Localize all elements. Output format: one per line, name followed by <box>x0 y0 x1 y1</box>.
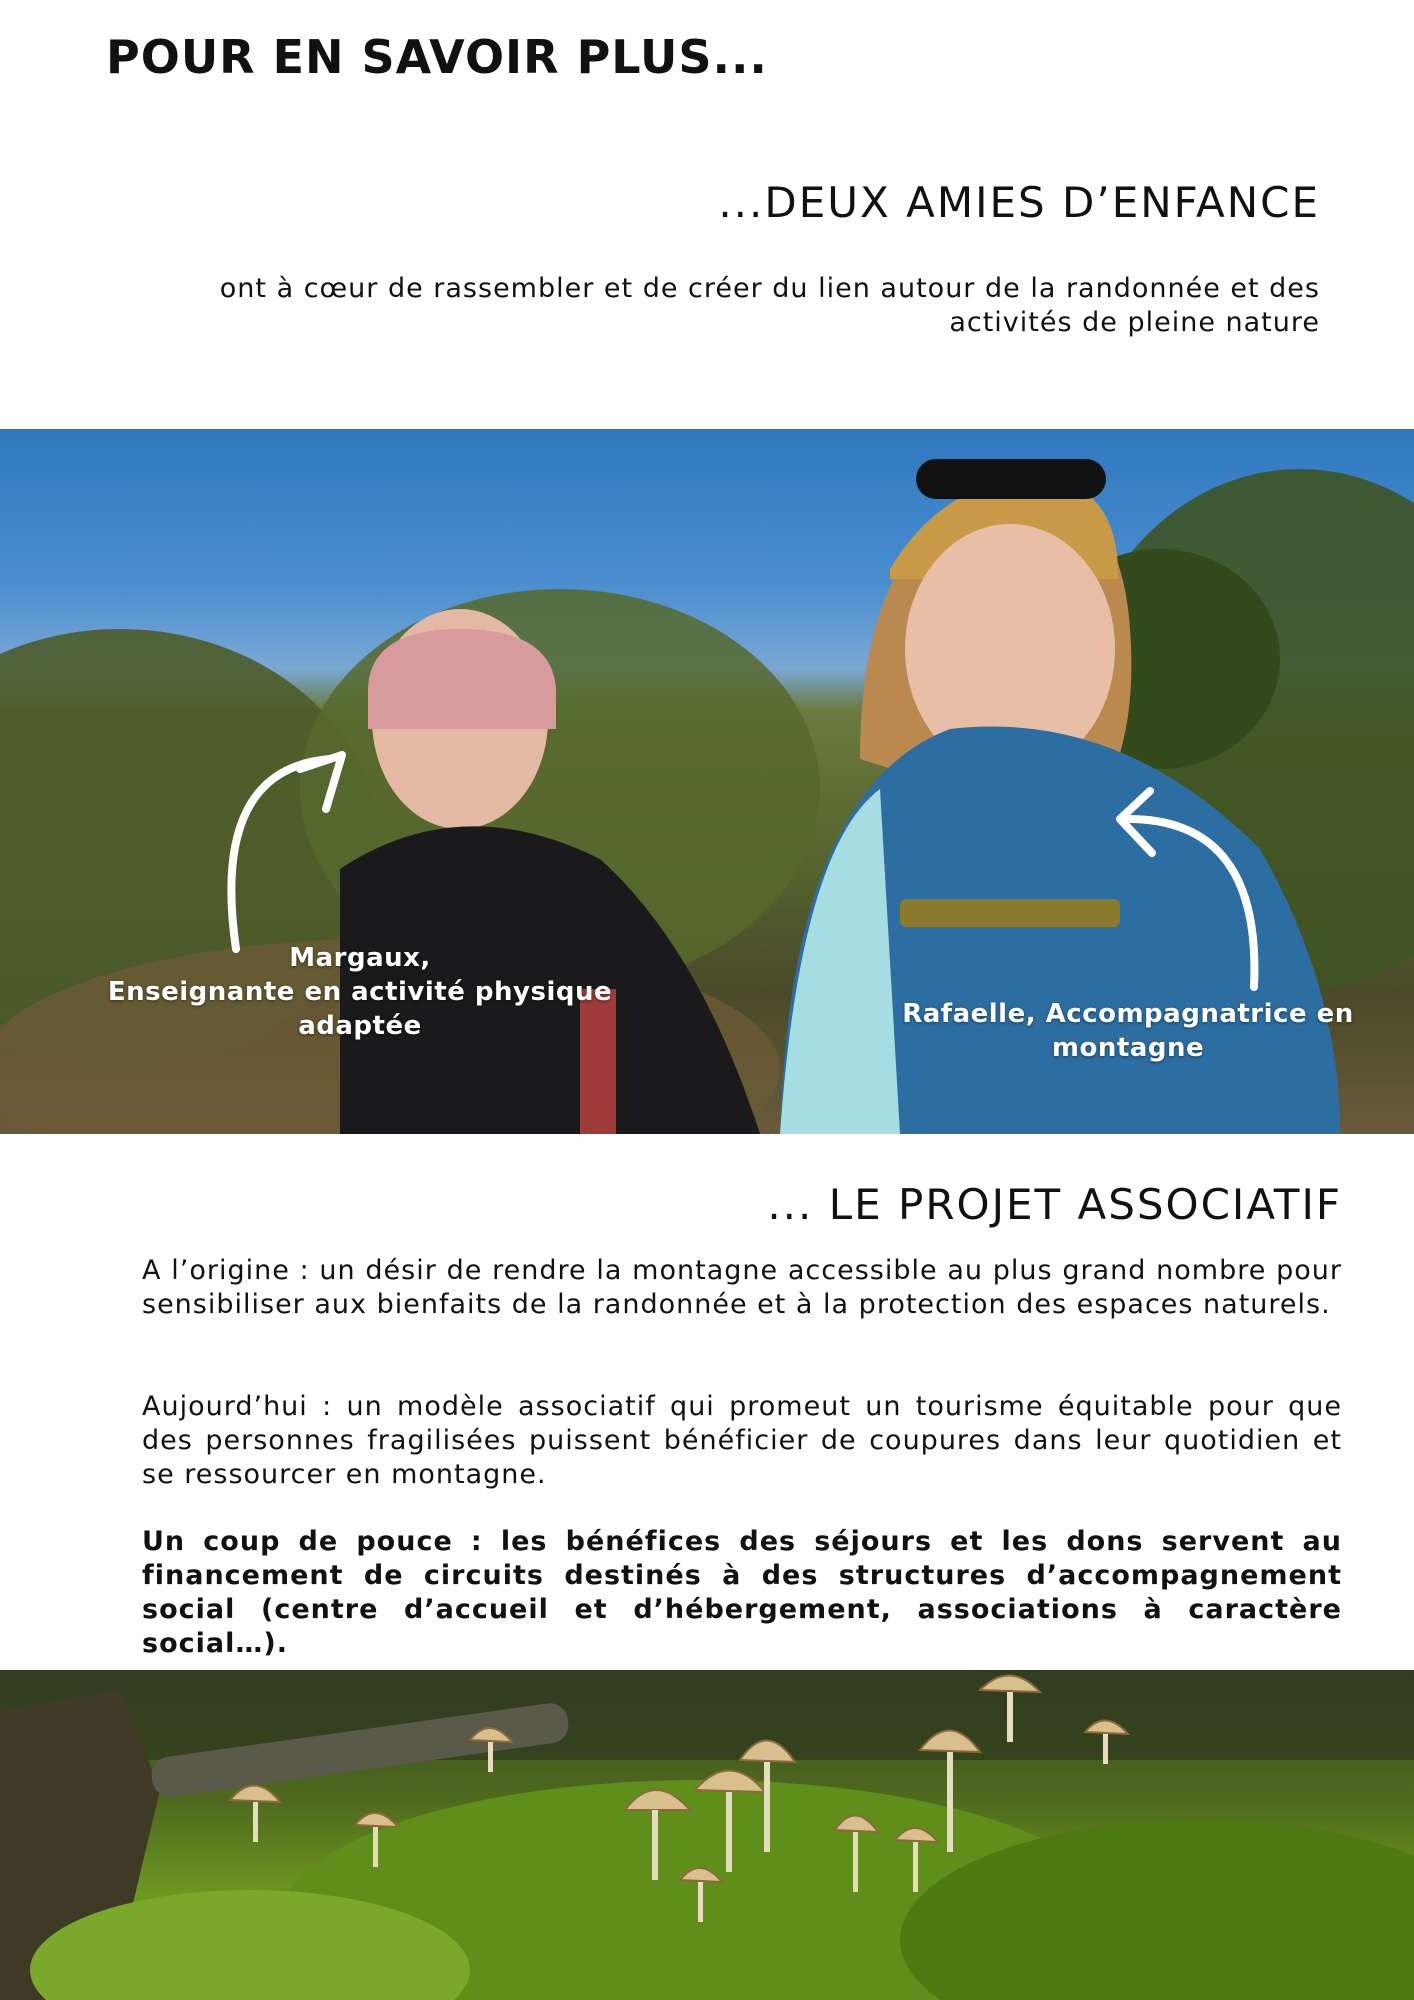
friends-intro: ont à cœur de rassembler et de créer du lien autour de la randonnée et des activités de pleine nature <box>219 273 1320 338</box>
friends-heading: ...DEUX AMIES D’ENFANCE <box>718 178 1320 227</box>
friends-photo <box>0 429 1414 1134</box>
page-title: POUR EN SAVOIR PLUS... <box>106 30 768 84</box>
mushrooms-photo-illustration <box>0 1670 1414 2000</box>
mushrooms-photo <box>0 1670 1414 2000</box>
caption-rafaelle: Rafaelle, Accompagnatrice en montagne <box>902 999 1354 1063</box>
project-boost: Un coup de pouce : les bénéfices des séjours et les dons servent au financement de circuits destinés à des structures d’accompagnement social (centre d’accueil et d’hébergement, associations à caractère social…). <box>142 1526 1342 1659</box>
project-origin: A l’origine : un désir de rendre la montagne accessible au plus grand nombre pour sensibiliser aux bienfaits de la randonnée et à la protection des espaces naturels. <box>142 1255 1342 1320</box>
caption-margaux: Margaux, Enseignante en activité physique adaptée <box>107 943 613 1041</box>
project-today: Aujourd’hui : un modèle associatif qui promeut un tourisme équitable pour que des personnes fragilisées puissent bénéficier de coupures dans leur quotidien et se ressourcer en montagne. <box>142 1391 1342 1490</box>
project-heading: ... LE PROJET ASSOCIATIF <box>767 1180 1342 1229</box>
